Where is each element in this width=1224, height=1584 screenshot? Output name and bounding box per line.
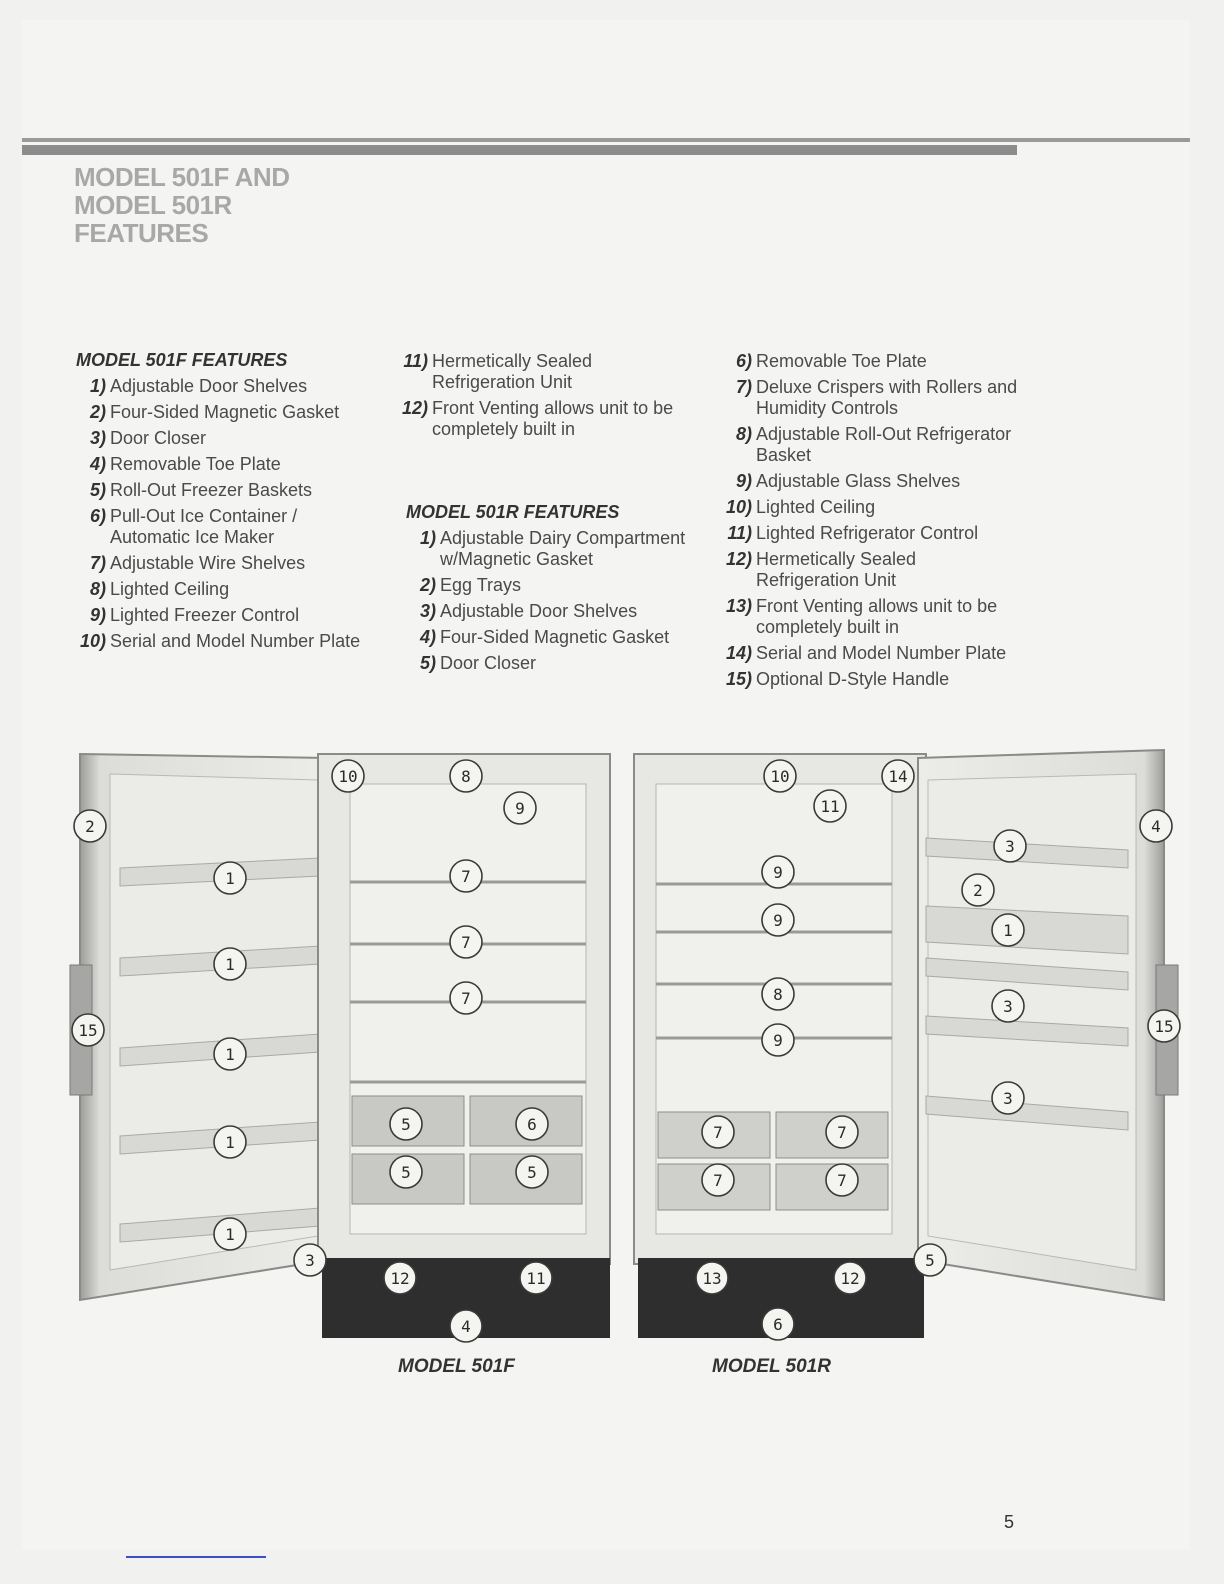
feature-item — [76, 605, 376, 626]
header-rule-thick — [22, 145, 1017, 155]
callout-number: 3 — [1003, 1089, 1013, 1108]
callout-number: 5 — [401, 1115, 411, 1134]
callout-number: 3 — [1005, 837, 1015, 856]
callout-number: 1 — [225, 1225, 235, 1244]
feature-item — [722, 596, 1022, 638]
feature-number: 11) — [403, 351, 428, 371]
feature-text: Deluxe Crispers with Rollers and Humidity Controls — [756, 377, 1018, 418]
feature-number: 14) — [725, 643, 752, 663]
feature-text: Optional D-Style Handle — [756, 669, 950, 689]
page-number: 5 — [1004, 1512, 1015, 1532]
features-501f-heading: MODEL 501F FEATURES — [76, 350, 288, 370]
callout-number: 7 — [837, 1123, 847, 1142]
features-501f-list-continued — [398, 351, 698, 440]
callout-number: 10 — [338, 767, 358, 786]
feature-number: 1) — [419, 528, 436, 548]
callout-number: 1 — [225, 1133, 235, 1152]
callout-number: 12 — [840, 1269, 860, 1288]
feature-item — [722, 669, 1022, 690]
feature-text: Lighted Ceiling — [110, 579, 230, 599]
callout-number: 2 — [973, 881, 983, 900]
feature-text: Serial and Model Number Plate — [110, 631, 361, 651]
feature-number: 4) — [419, 627, 436, 647]
feature-item — [76, 480, 376, 501]
feature-item — [722, 471, 1022, 492]
callout-number: 15 — [78, 1021, 98, 1040]
feature-text: Front Venting allows unit to be completely built in — [756, 596, 998, 637]
feature-item — [76, 631, 376, 652]
feature-item — [76, 376, 376, 397]
feature-text: Adjustable Door Shelves — [110, 376, 308, 396]
feature-text: Pull-Out Ice Container / Automatic Ice Maker — [110, 506, 298, 547]
501f-door — [70, 754, 328, 1300]
callout-number: 3 — [1003, 997, 1013, 1016]
feature-number: 10) — [725, 497, 752, 517]
feature-item — [76, 579, 376, 600]
501f-cabinet — [318, 754, 610, 1338]
feature-number: 6) — [89, 506, 106, 526]
feature-text: Door Closer — [110, 428, 207, 448]
feature-number: 3) — [89, 428, 106, 448]
feature-text: Adjustable Glass Shelves — [756, 471, 961, 491]
feature-item — [406, 653, 698, 674]
feature-item — [406, 627, 698, 648]
bottom-blue-line — [126, 1556, 266, 1558]
feature-number: 5) — [419, 653, 436, 673]
callout-number: 4 — [1151, 817, 1161, 836]
callout-number: 1 — [225, 869, 235, 888]
callout-number: 1 — [1003, 921, 1013, 940]
feature-text: Roll-Out Freezer Baskets — [110, 480, 313, 500]
callout-number: 5 — [527, 1163, 537, 1182]
feature-text: Four-Sided Magnetic Gasket — [110, 402, 340, 422]
callout-number: 1 — [225, 955, 235, 974]
feature-item — [398, 351, 698, 393]
feature-item — [722, 643, 1022, 664]
feature-text: Removable Toe Plate — [756, 351, 927, 371]
caption-501r: MODEL 501R — [712, 1356, 831, 1377]
feature-number: 15) — [725, 669, 752, 689]
features-middle-column — [398, 346, 698, 674]
callout-number: 1 — [225, 1045, 235, 1064]
feature-item — [406, 601, 698, 622]
feature-text: Lighted Refrigerator Control — [756, 523, 979, 543]
callout-number: 9 — [773, 1031, 783, 1050]
feature-item — [722, 549, 1022, 591]
feature-number: 12) — [725, 549, 752, 569]
features-501r-heading: MODEL 501R FEATURES — [406, 502, 620, 522]
callout-number: 7 — [713, 1123, 723, 1142]
callout-number: 7 — [461, 867, 471, 886]
header-rule-thin — [22, 138, 1190, 142]
callout-number: 5 — [925, 1251, 935, 1270]
callout-number: 13 — [702, 1269, 722, 1288]
features-501r-column — [722, 346, 1022, 690]
feature-text: Adjustable Dairy Compartment w/Magnetic Gasket — [440, 528, 686, 569]
callout-number: 7 — [461, 933, 471, 952]
feature-item — [76, 428, 376, 449]
feature-item — [722, 424, 1022, 466]
callout-number: 8 — [773, 985, 783, 1004]
features-501f-list — [76, 376, 376, 652]
callout-number: 12 — [390, 1269, 410, 1288]
callout-number: 2 — [85, 817, 95, 836]
feature-item — [398, 398, 698, 440]
callout-number: 6 — [527, 1115, 537, 1134]
feature-text: Adjustable Wire Shelves — [110, 553, 306, 573]
feature-number: 2) — [419, 575, 436, 595]
feature-text: Serial and Model Number Plate — [756, 643, 1007, 663]
feature-item — [406, 575, 698, 596]
callout-number: 11 — [526, 1269, 546, 1288]
callout-number: 8 — [461, 767, 471, 786]
feature-number: 13) — [725, 596, 752, 616]
feature-text: Adjustable Roll-Out Refrigerator Basket — [756, 424, 1012, 465]
callout-number: 9 — [773, 911, 783, 930]
title-line-3: FEATURES — [74, 218, 209, 248]
feature-number: 9) — [735, 471, 752, 491]
feature-number: 7) — [89, 553, 106, 573]
feature-item — [722, 523, 1022, 544]
feature-number: 12) — [401, 398, 428, 418]
feature-text: Egg Trays — [440, 575, 522, 595]
features-501r-list-continued — [722, 351, 1022, 690]
callout-number: 5 — [401, 1163, 411, 1182]
page-title — [74, 163, 290, 247]
feature-number: 3) — [419, 601, 436, 621]
feature-number: 8) — [89, 579, 106, 599]
feature-item — [76, 402, 376, 423]
title-line-2: MODEL 501R — [74, 190, 232, 220]
feature-text: Four-Sided Magnetic Gasket — [440, 627, 670, 647]
feature-number: 6) — [735, 351, 752, 371]
callout-number: 4 — [461, 1317, 471, 1336]
feature-number: 7) — [735, 377, 752, 397]
feature-text: Hermetically Sealed Refrigeration Unit — [756, 549, 917, 590]
callout-number: 14 — [888, 767, 908, 786]
feature-item — [76, 506, 376, 548]
feature-item — [722, 351, 1022, 372]
501r-door — [918, 750, 1178, 1300]
callout-number: 7 — [461, 989, 471, 1008]
callout-number: 3 — [305, 1251, 315, 1270]
feature-text: Lighted Freezer Control — [110, 605, 300, 625]
feature-number: 11) — [727, 523, 752, 543]
refrigerator-freezer-illustration — [60, 740, 1190, 1360]
callout-number: 7 — [837, 1171, 847, 1190]
feature-item — [722, 377, 1022, 419]
feature-item — [76, 553, 376, 574]
feature-number: 9) — [89, 605, 106, 625]
caption-501f: MODEL 501F — [398, 1356, 515, 1377]
feature-text: Lighted Ceiling — [756, 497, 876, 517]
features-501f-column — [76, 350, 376, 652]
feature-item — [406, 528, 698, 570]
feature-text: Door Closer — [440, 653, 537, 673]
feature-number: 5) — [89, 480, 106, 500]
feature-text: Hermetically Sealed Refrigeration Unit — [432, 351, 593, 392]
feature-number: 8) — [735, 424, 752, 444]
feature-item — [722, 497, 1022, 518]
callout-number: 6 — [773, 1315, 783, 1334]
feature-number: 2) — [89, 402, 106, 422]
callout-number: 7 — [713, 1171, 723, 1190]
title-line-1: MODEL 501F AND — [74, 162, 290, 192]
feature-number: 1) — [89, 376, 106, 396]
feature-number: 10) — [79, 631, 106, 651]
callout-number: 15 — [1154, 1017, 1174, 1036]
feature-text: Removable Toe Plate — [110, 454, 281, 474]
feature-text: Adjustable Door Shelves — [440, 601, 638, 621]
feature-item — [76, 454, 376, 475]
features-501r-list — [406, 528, 698, 674]
feature-number: 4) — [89, 454, 106, 474]
callout-number: 9 — [773, 863, 783, 882]
feature-text: Front Venting allows unit to be completely built in — [432, 398, 674, 439]
callout-number: 11 — [820, 797, 840, 816]
callout-number: 9 — [515, 799, 525, 818]
callout-number: 10 — [770, 767, 790, 786]
